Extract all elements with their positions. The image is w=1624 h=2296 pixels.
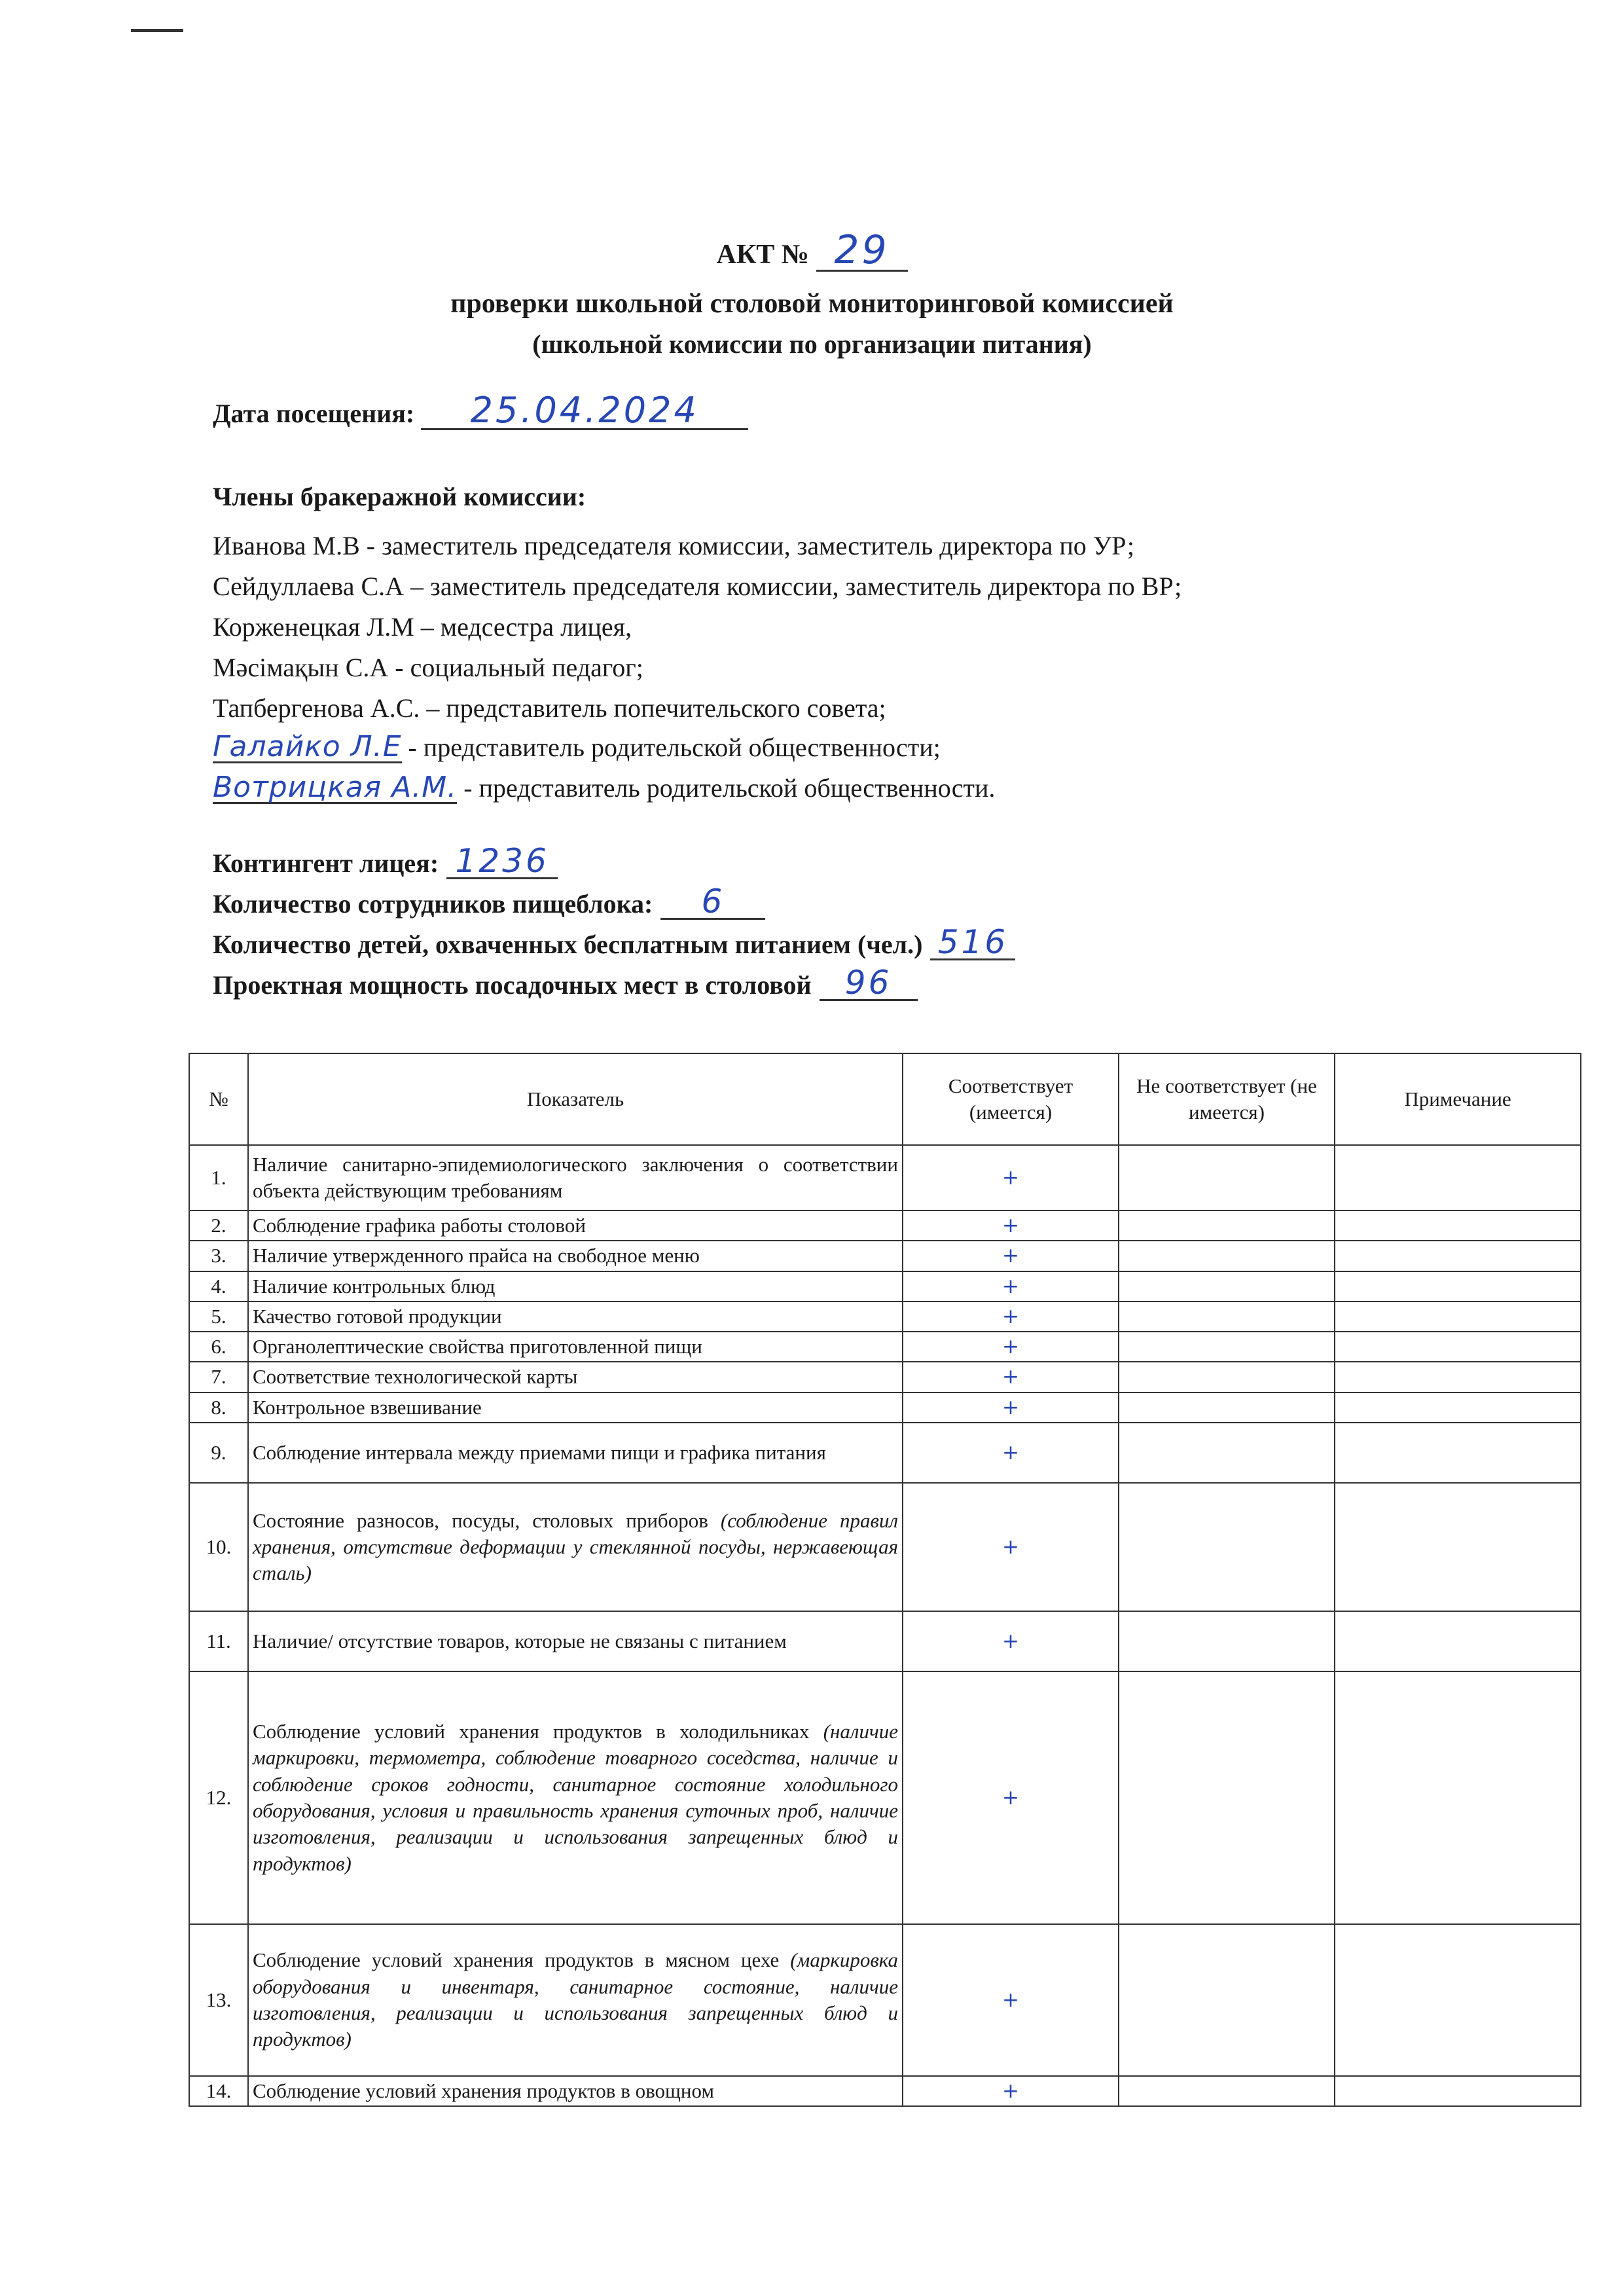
indicator-detail: (маркировка оборудования и инвентаря, санитарное состояние, наличие изготовления, реализации и использования запрещенных блюд и продуктов) bbox=[253, 1948, 899, 2051]
row-indicator bbox=[248, 1241, 903, 1271]
not-complies-cell bbox=[1119, 1302, 1335, 1332]
row-indicator bbox=[248, 1145, 903, 1211]
table-row bbox=[189, 1332, 1581, 1362]
not-complies-cell bbox=[1119, 1241, 1335, 1271]
indicator-text: Органолептические свойства приготовленной пищи bbox=[253, 1335, 702, 1358]
complies-mark: + bbox=[903, 1271, 1119, 1302]
complies-mark: + bbox=[903, 1483, 1119, 1611]
not-complies-cell bbox=[1119, 1423, 1335, 1483]
not-complies-cell bbox=[1119, 1145, 1335, 1211]
stat-value-field bbox=[820, 966, 918, 1001]
note-cell bbox=[1335, 1671, 1581, 1924]
members-heading: Члены бракеражной комиссии: bbox=[213, 482, 586, 511]
parent-rep-line bbox=[213, 773, 995, 804]
complies-mark: + bbox=[903, 1362, 1119, 1392]
not-complies-cell bbox=[1119, 1362, 1335, 1392]
indicator-text: Наличие санитарно-эпидемиологического заключения о соответствии объекта действующим требованиям bbox=[253, 1152, 898, 1202]
complies-mark: + bbox=[903, 1302, 1119, 1332]
row-indicator bbox=[248, 1483, 903, 1611]
indicator-text: Соблюдение графика работы столовой bbox=[253, 1214, 586, 1237]
note-cell bbox=[1335, 1423, 1581, 1483]
table-row bbox=[189, 2076, 1581, 2106]
row-number: 12. bbox=[189, 1671, 248, 1924]
note-cell bbox=[1335, 1241, 1581, 1271]
act-number-field bbox=[816, 227, 908, 273]
table-row bbox=[189, 1241, 1581, 1271]
member-line: Мәсімақын С.А - социальный педагог; bbox=[213, 653, 643, 682]
indicator-text: Качество готовой продукции bbox=[253, 1304, 502, 1328]
row-number: 5. bbox=[189, 1302, 248, 1332]
row-indicator bbox=[248, 1611, 903, 1671]
stat-label: Количество сотрудников пищеблока: bbox=[213, 889, 653, 919]
parent-rep-line bbox=[213, 732, 941, 763]
row-number: 8. bbox=[189, 1393, 248, 1423]
complies-mark: + bbox=[903, 1671, 1119, 1924]
not-complies-cell bbox=[1119, 2076, 1335, 2106]
row-number: 7. bbox=[189, 1362, 248, 1392]
not-complies-cell bbox=[1119, 1671, 1335, 1924]
indicator-text: Соблюдение условий хранения продуктов в холодильниках bbox=[253, 1720, 810, 1743]
visit-date-field bbox=[421, 390, 748, 431]
act-subtitle: проверки школьной столовой мониторинговой комиссией bbox=[450, 289, 1174, 319]
indicator-detail: (наличие маркировки, термометра, соблюдение товарного соседства, наличие и соблюдение сроков годности, санитарное состояние холодильного оборудования, условия и правильность хранения суточных проб, наличие изготовления, реализации и использования запрещенных блюд и продуктов) bbox=[253, 1720, 898, 1875]
row-indicator bbox=[248, 2076, 903, 2106]
stat-value: 96 bbox=[844, 964, 892, 1002]
note-cell bbox=[1335, 1483, 1581, 1611]
complies-mark: + bbox=[903, 1611, 1119, 1671]
indicator-detail: (соблюдение правил хранения, отсутствие деформации у стеклянной посуды, нержавеющая сталь) bbox=[253, 1508, 898, 1585]
note-cell bbox=[1335, 1924, 1581, 2076]
row-indicator bbox=[248, 1211, 903, 1241]
indicator-text: Наличие утвержденного прайса на свободное меню bbox=[253, 1244, 700, 1267]
row-indicator bbox=[248, 1924, 903, 2076]
parent-rep-role: - представитель родительской общественности. bbox=[463, 773, 996, 803]
row-indicator bbox=[248, 1271, 903, 1302]
stat-line bbox=[213, 842, 558, 880]
indicator-text: Наличие контрольных блюд bbox=[253, 1274, 496, 1298]
indicator-text: Состояние разносов, посуды, столовых приборов bbox=[253, 1508, 708, 1532]
parent-rep-role: - представитель родительской общественности; bbox=[408, 733, 941, 762]
row-number: 3. bbox=[189, 1241, 248, 1271]
parent-rep-signature: Галайко Л.Е bbox=[213, 730, 402, 763]
stat-label: Контингент лицея: bbox=[213, 848, 439, 878]
row-number: 1. bbox=[189, 1145, 248, 1211]
stat-label: Проектная мощность посадочных мест в столовой bbox=[213, 970, 812, 1000]
stat-line bbox=[213, 923, 1015, 961]
table-row bbox=[189, 1671, 1581, 1924]
row-number: 2. bbox=[189, 1211, 248, 1241]
row-number: 14. bbox=[189, 2076, 248, 2106]
complies-mark: + bbox=[903, 1211, 1119, 1241]
row-indicator bbox=[248, 1362, 903, 1392]
not-complies-cell bbox=[1119, 1924, 1335, 2076]
row-number: 13. bbox=[189, 1924, 248, 2076]
complies-mark: + bbox=[903, 2076, 1119, 2106]
stat-line bbox=[213, 885, 765, 920]
row-indicator bbox=[248, 1423, 903, 1483]
member-line: Тапбергенова А.С. – представитель попечительского совета; bbox=[213, 693, 886, 723]
row-indicator bbox=[248, 1302, 903, 1332]
table-row bbox=[189, 1302, 1581, 1332]
not-complies-cell bbox=[1119, 1483, 1335, 1611]
table-row bbox=[189, 1362, 1581, 1392]
row-indicator bbox=[248, 1332, 903, 1362]
member-line: Иванова М.В - заместитель председателя комиссии, заместитель директора по УР; bbox=[213, 531, 1134, 560]
note-cell bbox=[1335, 1271, 1581, 1302]
indicator-text: Соблюдение интервала между приемами пищи и графика питания bbox=[253, 1440, 826, 1464]
row-indicator bbox=[248, 1671, 903, 1924]
complies-mark: + bbox=[903, 1393, 1119, 1423]
member-line: Корженецкая Л.М – медсестра лицея, bbox=[213, 612, 632, 642]
table-body bbox=[189, 1145, 1581, 2106]
act-number: 29 bbox=[834, 227, 890, 273]
note-cell bbox=[1335, 1211, 1581, 1241]
row-number: 4. bbox=[189, 1271, 248, 1302]
table-row bbox=[189, 1423, 1581, 1483]
row-number: 11. bbox=[189, 1611, 248, 1671]
act-prefix: АКТ № bbox=[716, 240, 809, 270]
visit-date-line bbox=[213, 390, 748, 431]
stat-value: 1236 bbox=[455, 842, 549, 880]
visit-date: 25.04.2024 bbox=[470, 390, 699, 431]
stat-value-field bbox=[446, 842, 558, 880]
table-row bbox=[189, 1271, 1581, 1302]
stat-line bbox=[213, 966, 918, 1001]
stat-value-field bbox=[660, 885, 765, 920]
not-complies-cell bbox=[1119, 1211, 1335, 1241]
complies-mark: + bbox=[903, 1241, 1119, 1271]
table-row bbox=[189, 1483, 1581, 1611]
row-number: 10. bbox=[189, 1483, 248, 1611]
indicator-text: Соблюдение условий хранения продуктов в овощном bbox=[253, 2079, 714, 2103]
col-num-header: № bbox=[189, 1053, 248, 1145]
indicator-text: Наличие/ отсутствие товаров, которые не связаны с питанием bbox=[253, 1629, 787, 1652]
indicator-text: Соответствие технологической карты bbox=[253, 1365, 578, 1389]
note-cell bbox=[1335, 1611, 1581, 1671]
not-complies-cell bbox=[1119, 1393, 1335, 1423]
col-indicator-header: Показатель bbox=[248, 1053, 903, 1145]
scan-mark bbox=[131, 29, 183, 32]
table-row bbox=[189, 1924, 1581, 2076]
note-cell bbox=[1335, 1332, 1581, 1362]
col-complies-header: Соответствует (имеется) bbox=[903, 1053, 1119, 1145]
table-row bbox=[189, 1611, 1581, 1671]
note-cell bbox=[1335, 1362, 1581, 1392]
act-title bbox=[0, 227, 1624, 273]
table-header-row bbox=[189, 1053, 1581, 1145]
col-not-complies-header: Не соответствует (не имеется) bbox=[1119, 1053, 1335, 1145]
stat-value-field bbox=[930, 923, 1015, 961]
not-complies-cell bbox=[1119, 1332, 1335, 1362]
indicator-text: Контрольное взвешивание bbox=[253, 1395, 482, 1419]
row-number: 6. bbox=[189, 1332, 248, 1362]
act-subtitle-2: (школьной комиссии по организации питания) bbox=[532, 329, 1092, 359]
table-row bbox=[189, 1393, 1581, 1423]
not-complies-cell bbox=[1119, 1271, 1335, 1302]
not-complies-cell bbox=[1119, 1611, 1335, 1671]
table-row bbox=[189, 1211, 1581, 1241]
col-note-header: Примечание bbox=[1335, 1053, 1581, 1145]
inspection-table bbox=[189, 1053, 1581, 2107]
stat-label: Количество детей, охваченных бесплатным питанием (чел.) bbox=[213, 930, 923, 959]
stat-value: 6 bbox=[701, 883, 725, 920]
visit-date-label: Дата посещения: bbox=[213, 399, 415, 428]
note-cell bbox=[1335, 2076, 1581, 2106]
indicator-text: Соблюдение условий хранения продуктов в мясном цехе bbox=[253, 1948, 780, 1972]
note-cell bbox=[1335, 1302, 1581, 1332]
complies-mark: + bbox=[903, 1145, 1119, 1211]
member-line: Сейдуллаева С.А – заместитель председателя комиссии, заместитель директора по ВР; bbox=[213, 572, 1182, 601]
complies-mark: + bbox=[903, 1332, 1119, 1362]
complies-mark: + bbox=[903, 1924, 1119, 2076]
row-number: 9. bbox=[189, 1423, 248, 1483]
row-indicator bbox=[248, 1393, 903, 1423]
complies-mark: + bbox=[903, 1423, 1119, 1483]
stat-value: 516 bbox=[937, 923, 1009, 961]
note-cell bbox=[1335, 1145, 1581, 1211]
table-row bbox=[189, 1145, 1581, 1211]
parent-rep-signature: Вотрицкая А.М. bbox=[213, 771, 458, 804]
note-cell bbox=[1335, 1393, 1581, 1423]
